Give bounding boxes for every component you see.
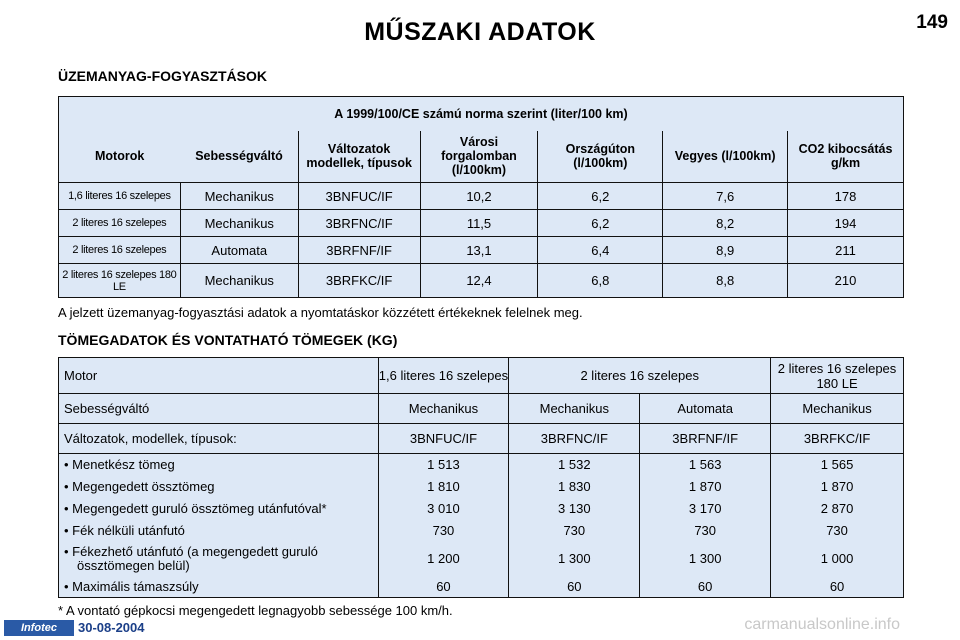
cell: 10,2 <box>420 183 538 210</box>
cell: 60 <box>509 576 640 598</box>
cell: 3 170 <box>640 498 771 520</box>
cell: 60 <box>640 576 771 598</box>
variant-cell: 3BRFNF/IF <box>640 424 771 454</box>
page-title: MŰSZAKI ADATOK <box>364 18 596 46</box>
table-row <box>59 520 904 542</box>
fuel-note: A jelzett üzemanyag-fogyasztási adatok a nyomtatáskor közzétett értékeknek felelnek meg. <box>58 305 583 320</box>
cell: 13,1 <box>420 237 538 264</box>
table-row <box>59 542 904 576</box>
cell: 1 563 <box>640 454 771 476</box>
cell: Mechanikus <box>180 210 298 237</box>
table-row <box>59 210 904 237</box>
cell: 3 010 <box>378 498 509 520</box>
cell: 60 <box>378 576 509 598</box>
infotec-logo: Infotec <box>4 620 74 636</box>
col-header: Sebességváltó <box>180 131 298 183</box>
table-row <box>59 264 904 298</box>
table-row <box>59 183 904 210</box>
cell: 1 300 <box>509 542 640 576</box>
table-row <box>59 454 904 476</box>
cell: Automata <box>180 237 298 264</box>
cell: 8,8 <box>663 264 788 298</box>
table-row <box>59 576 904 598</box>
cell: 60 <box>771 576 904 598</box>
motor-cell: 1,6 literes 16 szelepes <box>378 358 509 394</box>
gearbox-cell: Mechanikus <box>771 394 904 424</box>
cell: 194 <box>788 210 904 237</box>
watermark: carmanualsonline.info <box>744 616 900 633</box>
row-label: • Maximális támaszsúly <box>59 576 379 598</box>
motor-label: Motor <box>59 358 379 394</box>
cell: 6,2 <box>538 210 663 237</box>
cell: 12,4 <box>420 264 538 298</box>
col-header: CO2 kibocsátás g/km <box>788 131 904 183</box>
mass-heading: TÖMEGADATOK ÉS VONTATHATÓ TÖMEGEK (KG) <box>58 332 398 348</box>
row-label: • Megengedett guruló össztömeg utánfutóval* <box>59 498 379 520</box>
cell: 8,9 <box>663 237 788 264</box>
motor-cell: 2 literes 16 szelepes 180 LE <box>771 358 904 394</box>
variant-cell: 3BRFNC/IF <box>509 424 640 454</box>
cell: 178 <box>788 183 904 210</box>
cell: 1 532 <box>509 454 640 476</box>
col-header: Országúton (l/100km) <box>538 131 663 183</box>
col-header: Motorok <box>59 131 181 183</box>
cell: 6,2 <box>538 183 663 210</box>
mass-footnote: * A vontató gépkocsi megengedett legnagyobb sebessége 100 km/h. <box>58 603 453 618</box>
cell: 3BRFNC/IF <box>298 210 420 237</box>
cell: 1 810 <box>378 476 509 498</box>
cell: 8,2 <box>663 210 788 237</box>
col-header: Változatok modellek, típusok <box>298 131 420 183</box>
cell: 6,4 <box>538 237 663 264</box>
cell: 2 literes 16 szelepes <box>59 210 181 237</box>
cell: 1 565 <box>771 454 904 476</box>
gearbox-cell: Mechanikus <box>378 394 509 424</box>
gearbox-cell: Automata <box>640 394 771 424</box>
cell: Mechanikus <box>180 264 298 298</box>
col-header: Városi forgalomban (l/100km) <box>420 131 538 183</box>
norm-caption: A 1999/100/CE számú norma szerint (liter/100 km) <box>59 97 904 131</box>
cell: 730 <box>771 520 904 542</box>
gearbox-cell: Mechanikus <box>509 394 640 424</box>
mass-table <box>58 357 904 598</box>
col-header: Vegyes (l/100km) <box>663 131 788 183</box>
variant-cell: 3BRFKC/IF <box>771 424 904 454</box>
table-row <box>59 498 904 520</box>
row-label: • Fékezhető utánfutó (a megengedett guruló össztömegen belül) <box>59 542 379 576</box>
cell: 2 literes 16 szelepes 180 LE <box>59 264 181 298</box>
cell: 7,6 <box>663 183 788 210</box>
cell: 1 870 <box>771 476 904 498</box>
cell: 3 130 <box>509 498 640 520</box>
fuel-table <box>58 96 904 298</box>
cell: 1 000 <box>771 542 904 576</box>
row-label: • Fék nélküli utánfutó <box>59 520 379 542</box>
cell: 1,6 literes 16 szelepes <box>59 183 181 210</box>
cell: 3BRFKC/IF <box>298 264 420 298</box>
table-row <box>59 476 904 498</box>
cell: 11,5 <box>420 210 538 237</box>
variant-cell: 3BNFUC/IF <box>378 424 509 454</box>
cell: 1 830 <box>509 476 640 498</box>
gearbox-label: Sebességváltó <box>59 394 379 424</box>
cell: 211 <box>788 237 904 264</box>
variants-label: Változatok, modellek, típusok: <box>59 424 379 454</box>
row-label: • Megengedett össztömeg <box>59 476 379 498</box>
motor-cell: 2 literes 16 szelepes <box>509 358 771 394</box>
cell: 6,8 <box>538 264 663 298</box>
print-date: 30-08-2004 <box>78 620 145 635</box>
page-number: 149 <box>916 12 948 33</box>
cell: 1 300 <box>640 542 771 576</box>
cell: Mechanikus <box>180 183 298 210</box>
cell: 1 513 <box>378 454 509 476</box>
cell: 1 200 <box>378 542 509 576</box>
cell: 730 <box>509 520 640 542</box>
cell: 730 <box>640 520 771 542</box>
cell: 3BNFUC/IF <box>298 183 420 210</box>
fuel-heading: ÜZEMANYAG-FOGYASZTÁSOK <box>58 68 267 84</box>
table-row <box>59 237 904 264</box>
cell: 730 <box>378 520 509 542</box>
row-label: • Menetkész tömeg <box>59 454 379 476</box>
cell: 1 870 <box>640 476 771 498</box>
cell: 2 literes 16 szelepes <box>59 237 181 264</box>
cell: 2 870 <box>771 498 904 520</box>
cell: 210 <box>788 264 904 298</box>
cell: 3BRFNF/IF <box>298 237 420 264</box>
